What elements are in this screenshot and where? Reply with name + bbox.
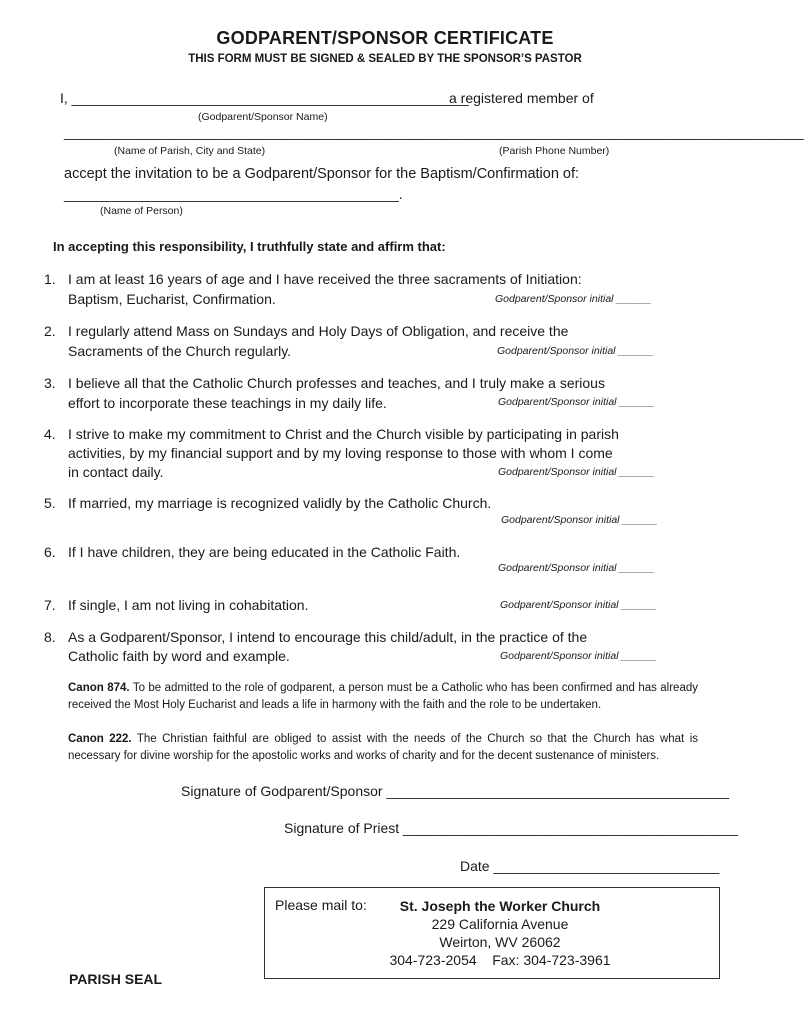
item-text-line1: I regularly attend Mass on Sundays and Holy Days of Obligation, and receive the [68,323,569,339]
initial-field-7: Godparent/Sponsor initial ______ [500,599,657,611]
item-number: 4. [44,426,56,442]
item-text-line3: in contact daily. [68,464,164,480]
item-text-line2: Baptism, Eucharist, Confirmation. [68,291,276,307]
church-fax: Fax: 304-723-3961 [492,952,611,968]
item-text-line2: Catholic faith by word and example. [68,648,290,664]
initial-field-8: Godparent/Sponsor initial ______ [500,650,657,662]
item-text-line1: As a Godparent/Sponsor, I intend to encourage this child/adult, in the practice of the [68,629,588,645]
page-subtitle: THIS FORM MUST BE SIGNED & SEALED BY THE SPONSOR’S PASTOR [188,53,582,65]
church-phone: 304-723-2054 [389,952,477,968]
caption-person: (Name of Person) [100,205,183,217]
registered-member-text: a registered member of [449,90,594,106]
initial-field-5: Godparent/Sponsor initial ______ [501,514,658,526]
page-title: GODPARENT/SPONSOR CERTIFICATE [216,28,554,48]
canon-title: Canon 874. [68,682,130,694]
caption-phone: (Parish Phone Number) [499,145,610,157]
item-text-line2: activities, by my financial support and by my loving response to those with whom I come [68,445,613,461]
canon-text: To be admitted to the role of godparent, a person must be a Catholic who has been confirmed and has already received the Most Holy Eucharist and leads a life in harmony with the faith and the role to be undertaken. [68,682,698,711]
sponsor-signature-line: Signature of Godparent/Sponsor ____________________________________________ [181,783,730,799]
sponsor-name-line: I, ___________________________________________________ [60,90,469,106]
mailing-address [375,897,625,969]
item-number: 5. [44,495,56,511]
item-text-line2: Sacraments of the Church regularly. [68,343,292,359]
item-text-line2: effort to incorporate these teachings in my daily life. [68,395,387,411]
caption-parish: (Name of Parish, City and State) [114,145,266,157]
mailing-address-box [264,887,720,979]
item-text-line1: If single, I am not living in cohabitation. [68,597,309,613]
item-text-line1: If married, my marriage is recognized validly by the Catholic Church. [68,495,492,511]
initial-field-4: Godparent/Sponsor initial ______ [498,466,655,478]
initial-field-3: Godparent/Sponsor initial ______ [498,396,655,408]
caption-sponsor-name: (Godparent/Sponsor Name) [198,111,328,123]
item-number: 3. [44,375,56,391]
item-text-line1: I am at least 16 years of age and I have received the three sacraments of Initiation: [68,271,582,287]
canon-222 [68,731,698,765]
initial-field-1: Godparent/Sponsor initial ______ [495,293,652,305]
date-line: Date _____________________________ [460,858,720,874]
accept-text: accept the invitation to be a Godparent/Sponsor for the Baptism/Confirmation of: [64,166,580,182]
item-text-line1: I believe all that the Catholic Church professes and teaches, and I truly make a serious [68,375,605,391]
mail-label: Please mail to: [275,897,367,913]
canon-874 [68,680,698,714]
item-number: 2. [44,323,56,339]
parish-line: _______________________________________________________________________________________________ [64,124,804,140]
item-text-line1: If I have children, they are being educated in the Catholic Faith. [68,544,461,560]
church-city: Weirton, WV 26062 [439,934,561,950]
item-number: 8. [44,629,56,645]
person-name-line: ___________________________________________. [64,186,403,202]
church-street: 229 California Avenue [431,916,569,932]
item-number: 7. [44,597,56,613]
item-number: 6. [44,544,56,560]
parish-seal-label: PARISH SEAL [69,971,163,987]
church-name: St. Joseph the Worker Church [399,898,601,914]
canon-title: Canon 222. [68,733,132,745]
item-text-line1: I strive to make my commitment to Christ and the Church visible by participating in parish [68,426,619,442]
canon-text: The Christian faithful are obliged to assist with the needs of the Church so that the Church has what is necessary for divine worship for the apostolic works and works of charity and for the decent sustenance of ministers. [68,733,699,762]
item-number: 1. [44,271,56,287]
priest-signature-line: Signature of Priest ___________________________________________ [284,820,738,836]
church-contact [375,951,625,969]
initial-field-6: Godparent/Sponsor initial ______ [498,562,655,574]
affirm-heading: In accepting this responsibility, I truthfully state and affirm that: [53,239,446,254]
initial-field-2: Godparent/Sponsor initial ______ [497,345,654,357]
